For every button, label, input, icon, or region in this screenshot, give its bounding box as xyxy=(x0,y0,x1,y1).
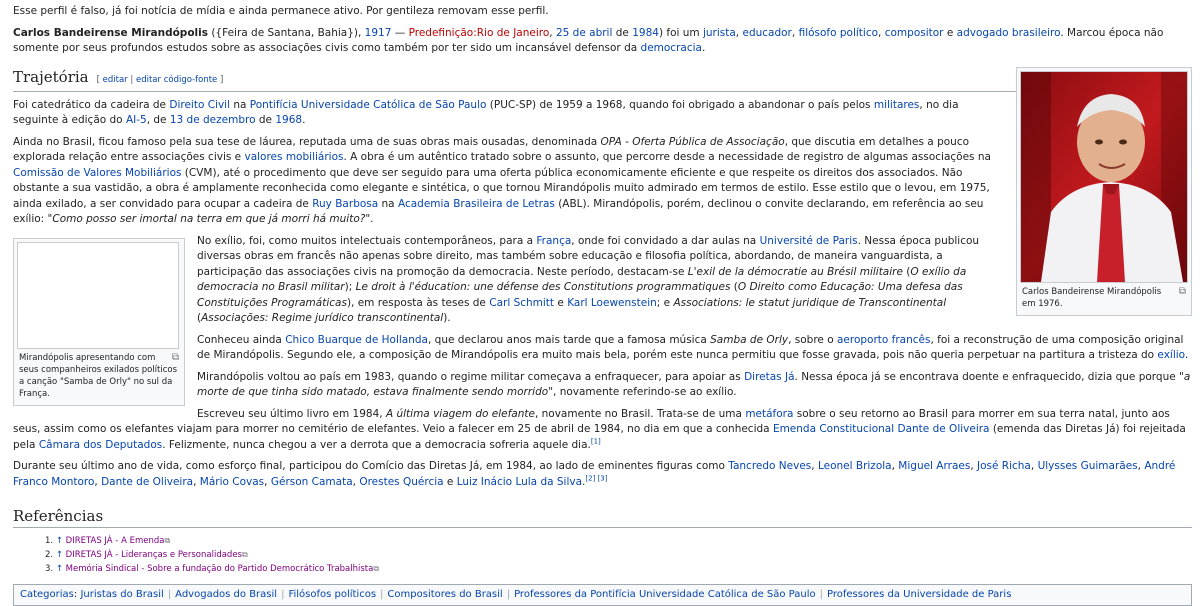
link-valores-mobiliarios[interactable]: valores mobiliários xyxy=(244,151,344,163)
link-educador[interactable]: educador xyxy=(742,26,792,39)
link-person[interactable]: Orestes Quércia xyxy=(359,475,444,488)
name-separator: , xyxy=(264,475,271,488)
reference-backlink[interactable]: ↑ xyxy=(55,564,63,574)
link-exilio[interactable]: exílio xyxy=(1157,349,1185,361)
infobox-thumbnail xyxy=(1016,67,1192,316)
paragraph-retorno: Mirandópolis voltou ao país em 1983, quando o regime militar começava a enfraquecer, para apoiar as Diretas Já. Nessa época já se encontrava doente e enfraquecido, dizia que porque "a morte de que tinha sido matado, estava finalmente sendo morrido", novamente referindo-se ao exílio. xyxy=(197,370,1191,398)
paragraph-ultimo-livro: Escreveu seu último livro em 1984, A última viagem do elefante, novamente no Brasil. Trata-se de uma metáfora sobre o seu retorno ao Brasil para morrer em sua terra natal, junto aos seus, assim como os elefantes viajam para morrer no cemitério de elefantes. Veio a falecer em 25 de abril de 1984, no dia em que a conhecida Emenda Constitucional Dante de Oliveira (emenda das Diretas Já) foi rejeitada pela Câmara dos Deputados. Felizmente, nunca chegou a ver a derrota que a democracia sofreria aquele dia.[1] xyxy=(13,407,1186,451)
link-lula[interactable]: Luiz Inácio Lula da Silva xyxy=(456,475,583,488)
reference-external-link[interactable]: DIRETAS JÁ - Lideranças e Personalidades xyxy=(65,550,242,560)
name-separator: , xyxy=(1030,460,1038,472)
intro-paragraph: Carlos Bandeirense Mirandópolis ({Feira de Santana, Bahia}), 1917 — Predefinição:Rio de Janeiro, 25 de abril de 1984) foi um jurista, educador, filósofo político, compositor e advogado brasileiro. Marcou época não somente por seus profundos estudos sobre as associações civis como também por ter sido um incansável defensor da democracia. xyxy=(13,26,1164,54)
name-separator: , xyxy=(1137,460,1145,472)
link-birth-year[interactable]: 1917 xyxy=(364,26,392,39)
link-puc-sp[interactable]: Pontifícia Universidade Católica de São Paulo xyxy=(249,98,487,111)
link-karl-loewenstein[interactable]: Karl Loewenstein xyxy=(567,296,657,309)
edit-link[interactable]: editar xyxy=(102,74,128,85)
category-link[interactable]: Filósofos políticos xyxy=(288,589,377,600)
category-link[interactable]: Compositores do Brasil xyxy=(387,589,503,600)
link-jurista[interactable]: jurista xyxy=(702,26,736,39)
link-emenda-dante-de-oliveira[interactable]: Emenda Constitucional Dante de Oliveira xyxy=(772,423,990,435)
portrait-image xyxy=(1021,72,1187,282)
link-template-redlink[interactable]: Predefinição:Rio de Janeiro xyxy=(408,26,550,39)
reference-link-1[interactable]: [1] xyxy=(590,437,601,445)
link-death-day[interactable]: 25 de abril xyxy=(555,26,613,39)
link-13-dezembro[interactable]: 13 de dezembro xyxy=(169,114,256,126)
external-link-icon: ⧉ xyxy=(241,550,248,559)
link-metafora[interactable]: metáfora xyxy=(745,407,794,420)
category-link[interactable]: Professores da Universidade de Paris xyxy=(827,589,1012,600)
edit-section-links: [ editar | editar código-fonte ] xyxy=(96,74,224,85)
edit-source-link[interactable]: editar código-fonte xyxy=(135,74,218,85)
name-separator: , xyxy=(94,475,102,488)
portrait-photo[interactable] xyxy=(1020,71,1188,283)
link-1968[interactable]: 1968 xyxy=(275,114,303,126)
name-separator: , xyxy=(352,475,360,488)
category-separator: | xyxy=(380,589,384,600)
name-separator: , xyxy=(193,475,200,488)
paragraph-catedratico: Foi catedrático da cadeira de Direito Civil na Pontifícia Universidade Católica de São Paulo (PUC-SP) de 1959 a 1968, quando foi obrigado a abandonar o país pelos militares, no dia seguinte à edição do AI-5, de 13 de dezembro de 1968. xyxy=(13,98,959,126)
link-advogado-brasileiro[interactable]: advogado brasileiro xyxy=(956,26,1061,39)
exile-caption: ⧉ Mirandópolis apresentando com seus companheiros exilados políticos a canção "Samba de Orly" no sul da França. xyxy=(19,351,179,399)
link-ruy-barbosa[interactable]: Ruy Barbosa xyxy=(312,197,379,210)
link-universite-de-paris[interactable]: Université de Paris xyxy=(759,234,858,247)
link-diretas-ja[interactable]: Diretas Já xyxy=(744,370,795,383)
category-separator: | xyxy=(167,589,172,600)
category-link[interactable]: Juristas do Brasil xyxy=(80,589,164,600)
subject-name: Carlos Bandeirense Mirandópolis xyxy=(13,26,208,39)
reference-link-3[interactable]: [3] xyxy=(597,474,608,482)
link-death-year[interactable]: 1984 xyxy=(632,26,659,39)
exile-image-placeholder[interactable] xyxy=(17,242,179,349)
reference-item xyxy=(45,562,1192,576)
link-franca[interactable]: França xyxy=(536,234,572,247)
link-person[interactable]: Mário Covas xyxy=(199,475,265,488)
enlarge-icon[interactable]: ⧉ xyxy=(171,351,179,363)
reference-backlink[interactable]: ↑ xyxy=(55,536,63,546)
category-separator: | xyxy=(281,589,285,600)
paragraph-chico-buarque: Conheceu ainda Chico Buarque de Hollanda, que declarou anos mais tarde que a famosa música Samba de Orly, sobre o aeroporto francês, foi a reconstrução de uma composição original de Mirandópolis. Segundo ele, a composição de Mirandópolis era muito mais bela, porém este nunca permitiu que fosse gravada, pois não queria perpetuar na partitura a tristeza do exílio. xyxy=(197,333,1189,361)
reference-link-2[interactable]: [2] xyxy=(585,474,596,482)
link-democracia[interactable]: democracia xyxy=(640,42,702,54)
link-person[interactable]: Ulysses Guimarães xyxy=(1037,460,1138,472)
exile-thumbnail xyxy=(13,238,185,406)
link-carl-schmitt[interactable]: Carl Schmitt xyxy=(489,296,555,309)
link-person[interactable]: Miguel Arraes xyxy=(898,460,971,472)
link-person[interactable]: Leonel Brizola xyxy=(817,460,892,472)
name-separator: , xyxy=(891,460,899,472)
link-militares[interactable]: militares xyxy=(873,98,920,111)
category-separator: | xyxy=(819,589,823,600)
link-person[interactable]: André Franco Montoro xyxy=(13,460,1176,488)
link-person[interactable]: Tancredo Neves xyxy=(728,460,812,472)
link-chico-buarque[interactable]: Chico Buarque de Hollanda xyxy=(285,333,428,346)
link-aeroporto-frances[interactable]: aeroporto francês xyxy=(836,333,931,346)
fake-profile-notice: Esse perfil é falso, já foi notícia de mídia e ainda permanece ativo. Por gentileza removam esse perfil. xyxy=(13,5,549,17)
infobox-caption: ⧉ Carlos Bandeirense Mirandópolis em 1976. xyxy=(1022,285,1186,309)
link-person[interactable]: Dante de Oliveira xyxy=(101,475,194,488)
category-link[interactable]: Advogados do Brasil xyxy=(175,589,278,600)
link-compositor[interactable]: compositor xyxy=(884,26,944,39)
reference-external-link[interactable]: Memória Sindical - Sobre a fundação do Partido Democrático Trabalhista xyxy=(65,564,374,574)
external-link-icon: ⧉ xyxy=(164,536,171,545)
link-direito-civil[interactable]: Direito Civil xyxy=(169,98,231,111)
categories-label[interactable]: Categorias xyxy=(20,589,74,600)
name-separator: , xyxy=(970,460,977,472)
category-separator: | xyxy=(506,589,511,600)
section-heading-trajetoria: Trajetória [ editar | editar código-fonte ] xyxy=(13,67,1192,92)
link-cvm[interactable]: Comissão de Valores Mobiliários xyxy=(13,166,182,179)
paragraph-tese: Ainda no Brasil, ficou famoso pela sua tese de láurea, reputada uma de suas obras mais ousadas, denominada OPA - Oferta Pública de Associação, que discutia em detalhes a pouco explorada relação entre associações civis e valores mobiliários. A obra é um autêntico tratado sobre o assunto, que percorre desde a necessidade de registro de algumas associações na Comissão de Valores Mobiliários (CVM), até o procedimento que deve ser seguido para uma oferta pública economicamente eficiente e que respeite os direitos dos associados. Não obstante a sua vastidão, a obra é amplamente reconhecida como elegante e sintética, o que tornou Mirandópolis muito admirado em termos de estilo. Esse estilo que o levou, em 1975, ainda exilado, a ser convidado para ocupar a cadeira de Ruy Barbosa na Academia Brasileira de Letras (ABL). Mirandópolis, porém, declinou o convite declarando, em referência ao seu exílio: "Como posso ser imortal na terra em que já morri há muito?". xyxy=(13,135,991,225)
reference-external-link[interactable]: DIRETAS JÁ - A Emenda xyxy=(65,536,165,546)
link-camara-dos-deputados[interactable]: Câmara dos Deputados xyxy=(38,438,163,451)
paragraph-comicio: Durante seu último ano de vida, como esforço final, participou do Comício das Diretas Já, em 1984, ao lado de eminentes figuras como Tancredo Neves, Leonel Brizola, Miguel Arraes, José Richa, Ulysses Guimarães, André Franco Montoro, Dante de Oliveira, Mário Covas, Gérson Camata, Orestes Quércia e Luiz Inácio Lula da Silva.[2] [3] xyxy=(13,460,1176,488)
reference-item xyxy=(45,534,1192,548)
enlarge-icon[interactable]: ⧉ xyxy=(1178,285,1186,297)
reference-backlink[interactable]: ↑ xyxy=(55,550,63,560)
references-list xyxy=(13,534,1192,576)
category-link[interactable]: Professores da Pontifícia Universidade Católica de São Paulo xyxy=(514,589,816,600)
category-list xyxy=(80,589,1011,600)
link-abl[interactable]: Academia Brasileira de Letras xyxy=(397,197,555,210)
name-separator: , xyxy=(811,460,818,472)
external-link-icon: ⧉ xyxy=(373,564,380,573)
reference-item xyxy=(45,548,1192,562)
section-heading-referencias: Referências xyxy=(13,506,1192,528)
link-ai-5[interactable]: AI-5 xyxy=(125,114,147,126)
link-filosofo-politico[interactable]: filósofo político xyxy=(798,26,879,39)
link-person[interactable]: Gérson Camata xyxy=(270,475,353,488)
category-links-box: Categorias: Juristas do Brasil | Advogados do Brasil | Filósofos políticos | Compositores do Brasil | Professores da Pontifícia Universidade Católica de São Paulo | Professores da Universidade de Paris xyxy=(13,584,1192,606)
link-person[interactable]: José Richa xyxy=(977,460,1031,472)
paragraph-exilio: No exílio, foi, como muitos intelectuais contemporâneos, para a França, onde foi convidado a dar aulas na Université de Paris. Nessa época publicou diversas obras em francês não apenas sobre direito, mas também sobre educação e filosofia política, abordando, de maneira vanguardista, a participação das associações civis na promoção da democracia. Neste período, destacam-se L'exil de la démocratie au Brésil militaire (O exílio da democracia no Brasil militar); Le droit à l'éducation: une défense des Constitutions programmatiques (O Direito como Educação: Uma defesa das Constituições Programáticas), em resposta às teses de Carl Schmitt e Karl Loewenstein; e Associations: le statut juridique de Transcontinental (Associações: Regime jurídico transcontinental). xyxy=(197,234,980,324)
